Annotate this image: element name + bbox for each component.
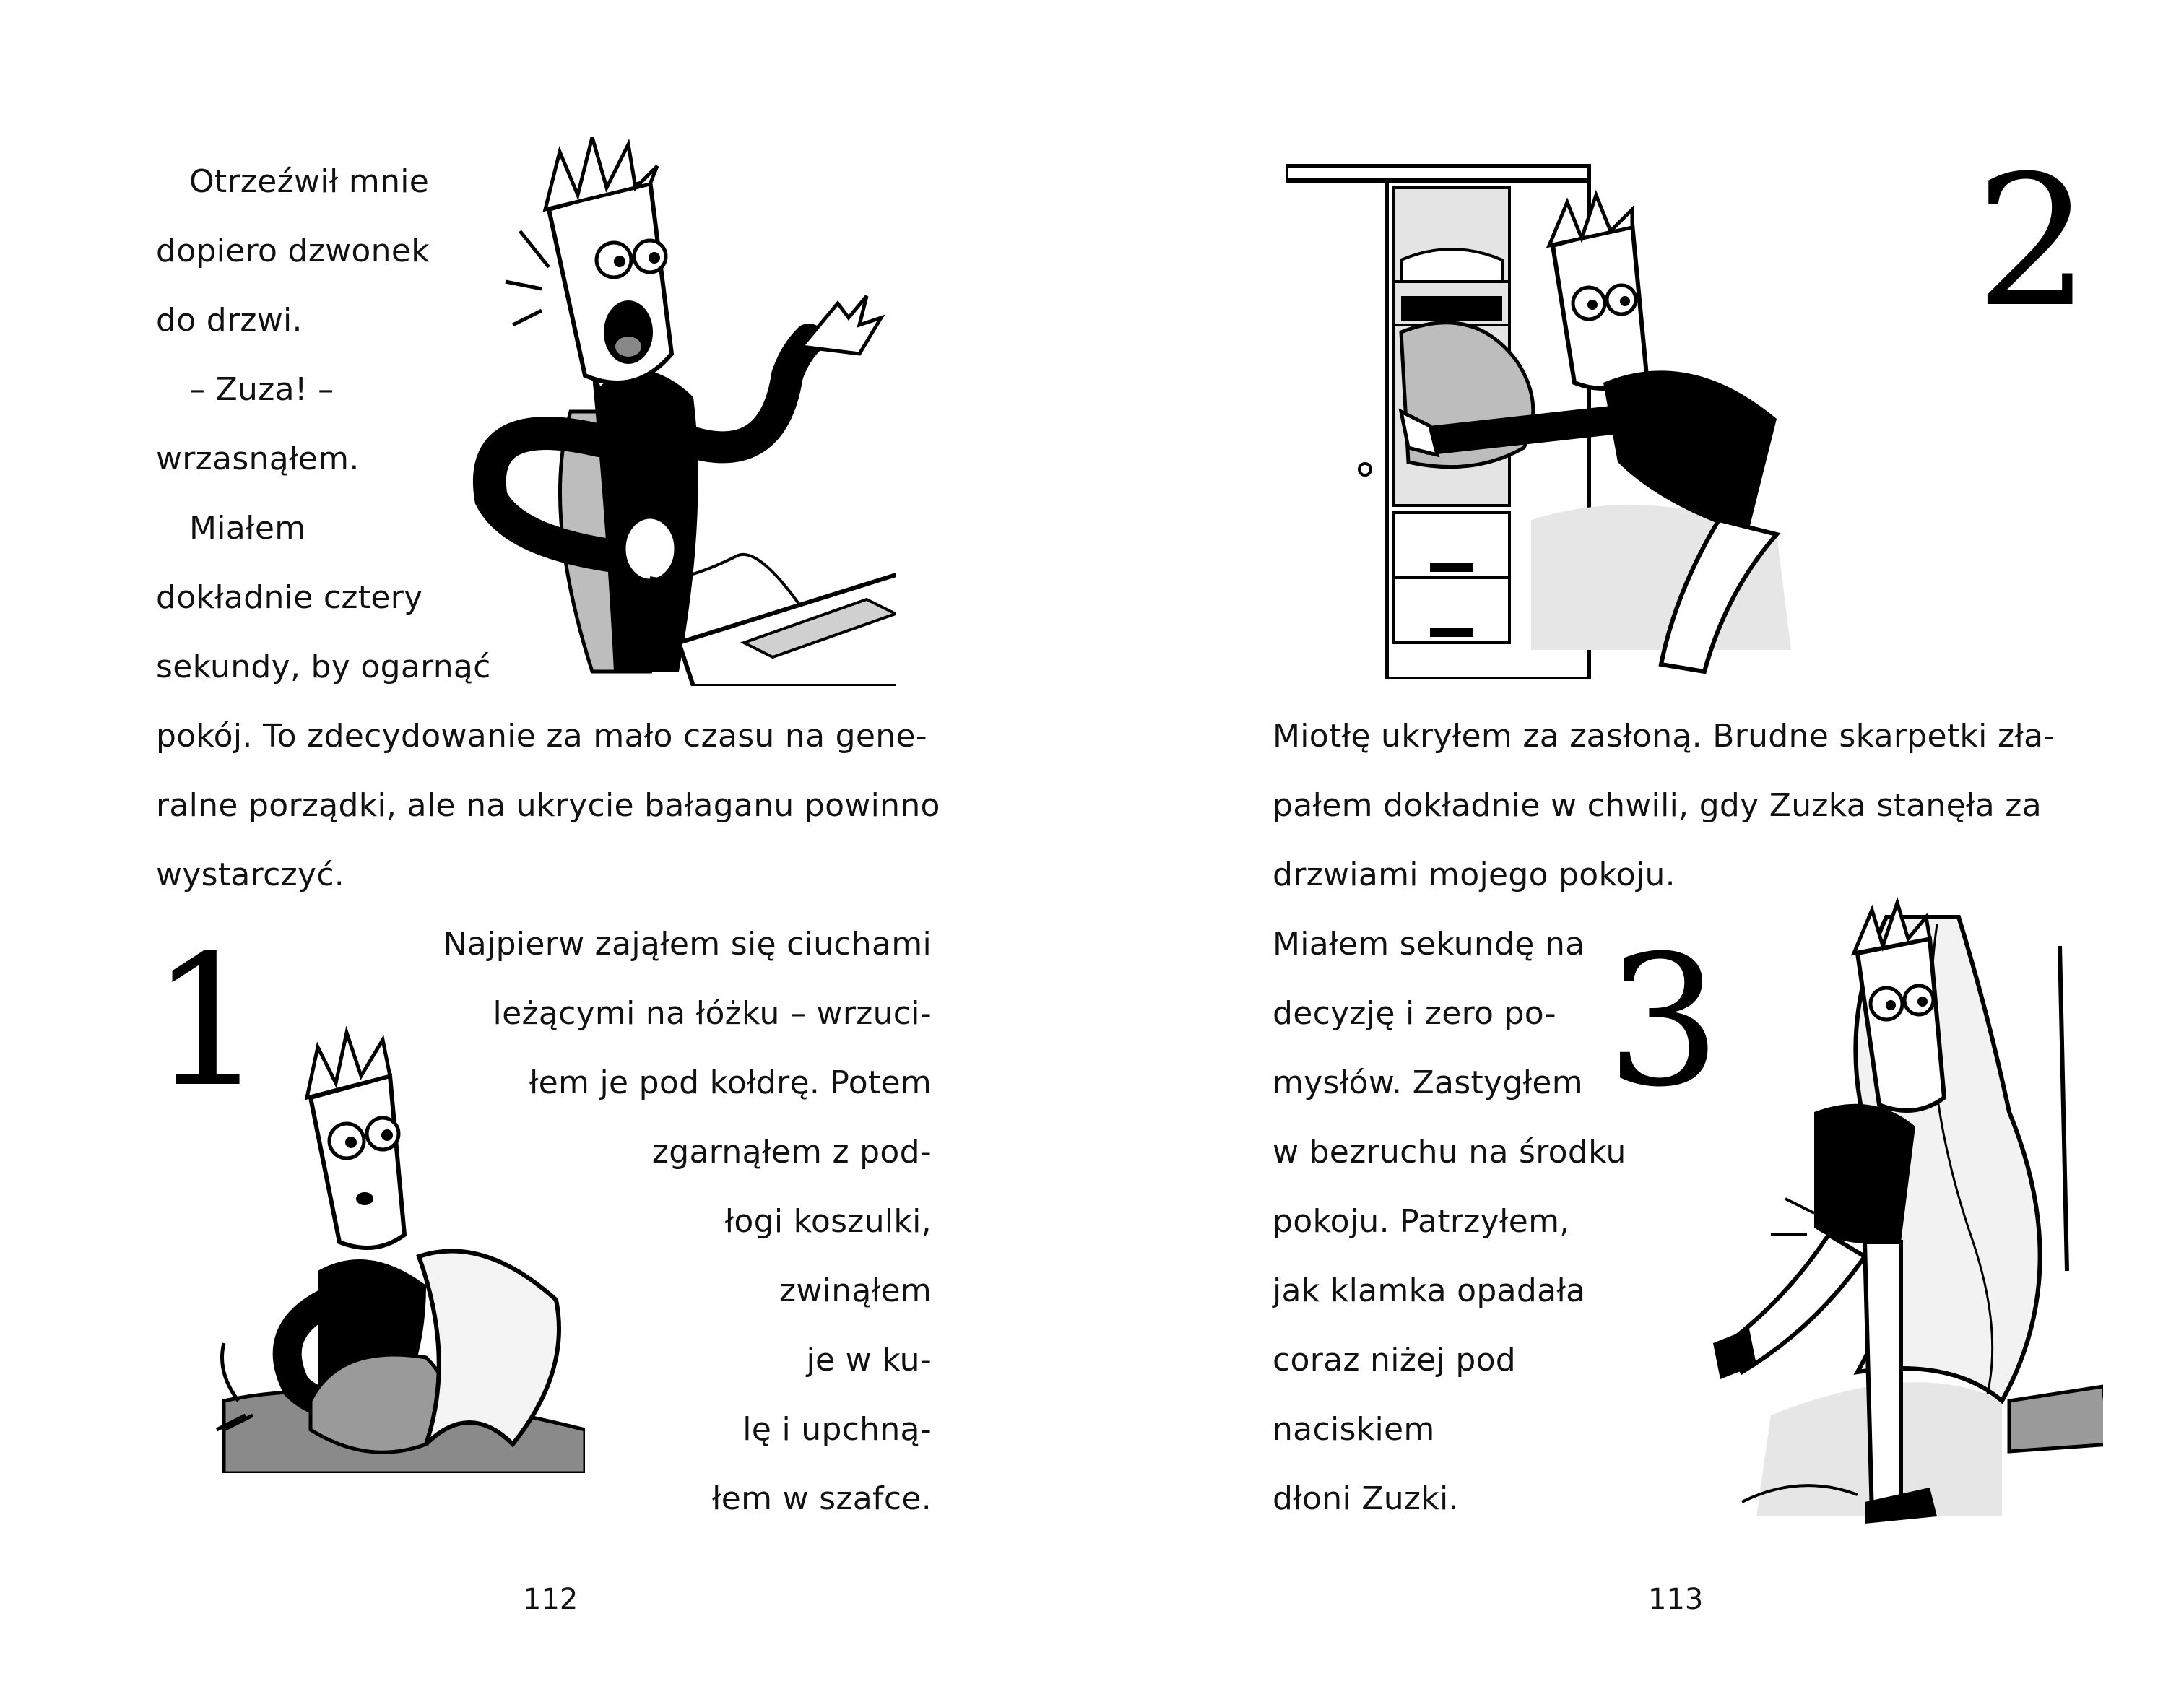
step-line: mysłów. Zastygłem — [1273, 1064, 1583, 1101]
right-page — [1092, 0, 2184, 1689]
step-line: zwinąłem — [779, 1272, 932, 1309]
paragraph-line: drzwiami mojego pokoju. — [1273, 856, 1676, 893]
step-line: łogi koszulki, — [724, 1203, 932, 1240]
step-line: lę i upchną- — [742, 1411, 932, 1448]
boy-closing-wardrobe-illustration — [1286, 159, 1806, 679]
paragraph-line: wystarczyć. — [156, 856, 345, 893]
intro-line: – Zuza! – — [189, 371, 334, 408]
step-line: naciskiem — [1273, 1411, 1435, 1448]
step-line: leżącymi na łóżku – wrzuci- — [493, 995, 932, 1032]
step-line: dłoni Zuzki. — [1273, 1480, 1459, 1517]
boy-at-desk-illustration — [433, 137, 896, 686]
step-line: pokoju. Patrzyłem, — [1273, 1203, 1570, 1240]
paragraph-line: pokój. To zdecydowanie za mało czasu na gene- — [156, 718, 927, 755]
step-line: zgarnąłem z pod- — [651, 1134, 932, 1171]
step-line: jak klamka opadała — [1273, 1272, 1586, 1309]
illustration-drawing — [209, 997, 585, 1473]
intro-line: do drzwi. — [156, 302, 303, 339]
intro-line: sekundy, by ogarnąć — [156, 648, 491, 685]
step-number-2: 2 — [1975, 136, 2090, 347]
paragraph-line: ralne porządki, ale na ukrycie bałaganu powinno — [156, 787, 940, 824]
step-line: Miałem sekundę na — [1273, 926, 1585, 963]
page-number: 112 — [523, 1583, 578, 1616]
boy-with-blanket-illustration — [209, 997, 585, 1473]
step-line: łem je pod kołdrę. Potem — [529, 1064, 932, 1101]
page-number: 113 — [1648, 1583, 1704, 1616]
step-number-3: 3 — [1606, 916, 1722, 1126]
illustration-drawing — [1286, 159, 1806, 679]
illustration-drawing — [1699, 895, 2103, 1524]
illustration-drawing — [433, 137, 896, 686]
intro-line: dopiero dzwonek — [156, 233, 430, 269]
step-line: coraz niżej pod — [1273, 1342, 1517, 1378]
intro-line: wrzasnąłem. — [156, 440, 360, 477]
boy-behind-curtain-illustration — [1699, 895, 2103, 1524]
paragraph-line: Miotłę ukryłem za zasłoną. Brudne skarpetki zła- — [1273, 718, 2055, 755]
step-line: łem w szafce. — [711, 1480, 932, 1517]
step-line: je w ku- — [806, 1342, 932, 1378]
step-line: decyzję i zero po- — [1273, 995, 1556, 1032]
step-line: w bezruchu na środku — [1273, 1134, 1626, 1171]
step-line: Najpierw zająłem się ciuchami — [443, 926, 932, 963]
intro-line: dokładnie cztery — [156, 579, 423, 616]
intro-line: Otrzeźwił mnie — [189, 163, 430, 200]
step-number-1: 1 — [150, 916, 266, 1126]
paragraph-line: pałem dokładnie w chwili, gdy Zuzka stanęła za — [1273, 787, 2042, 824]
intro-line: Miałem — [189, 510, 306, 547]
